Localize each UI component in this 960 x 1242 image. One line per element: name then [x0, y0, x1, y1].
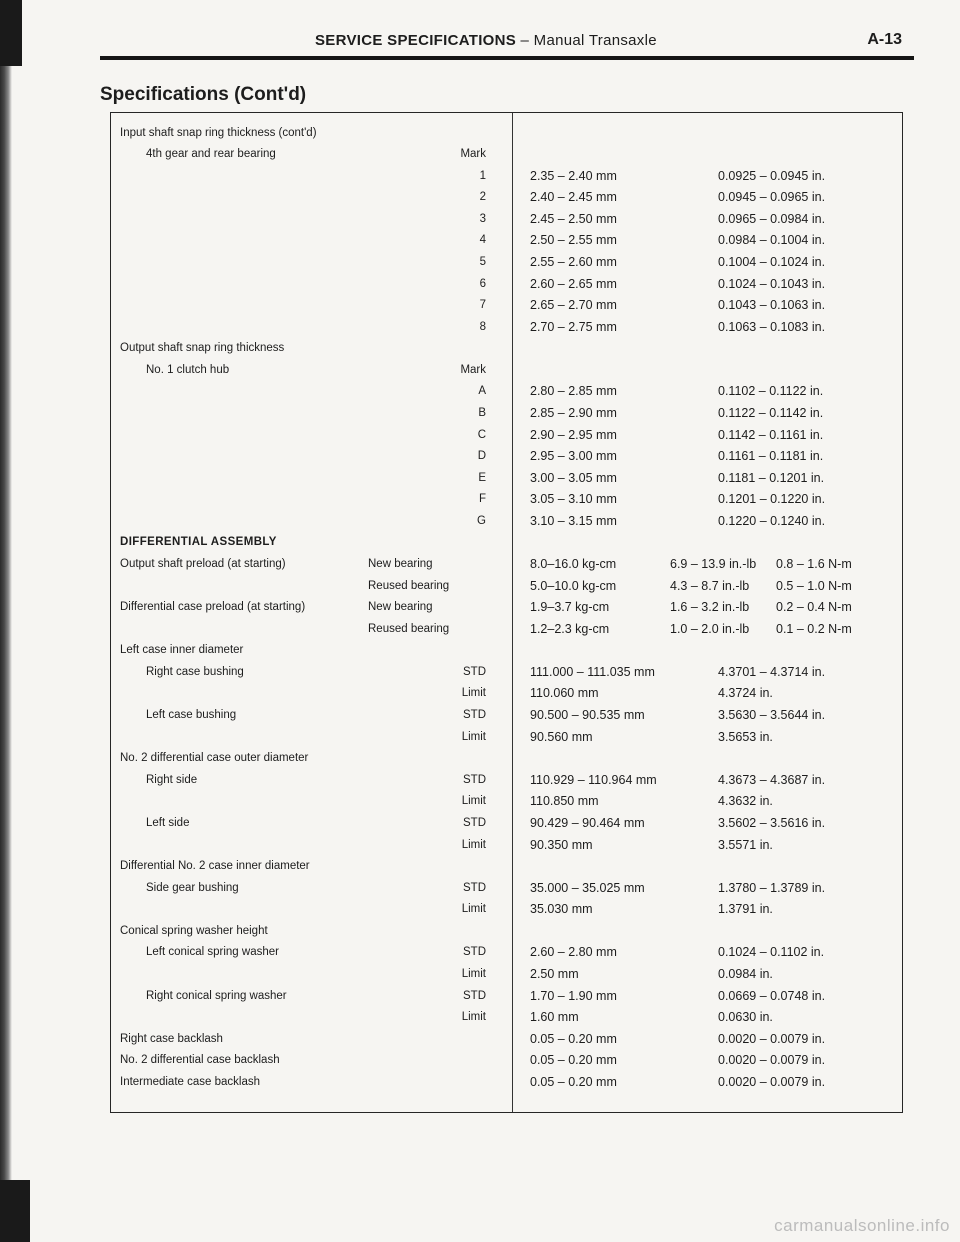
spec-mark: Limit: [461, 687, 486, 699]
spec-label: Right case bushing: [146, 666, 244, 678]
value-metric: 0.05 – 0.20 mm: [530, 1075, 617, 1089]
spec-label: No. 1 clutch hub: [146, 364, 230, 376]
spec-label: Differential case preload (at starting): [120, 601, 306, 613]
spec-label: Intermediate case backlash: [120, 1076, 260, 1088]
value-imperial: 0.0020 – 0.0079 in.: [718, 1053, 826, 1067]
value-metric: 2.35 – 2.40 mm: [530, 169, 617, 183]
value-imperial: 0.1220 – 0.1240 in.: [718, 514, 826, 528]
value-imperial: 0.1043 – 0.1063 in.: [718, 298, 826, 312]
value-imperial: 0.1024 – 0.1102 in.: [718, 945, 825, 959]
value-imperial: 0.0925 – 0.0945 in.: [718, 169, 826, 183]
section-heading: DIFFERENTIAL ASSEMBLY: [120, 536, 277, 548]
value-metric: 8.0–16.0 kg-cm: [530, 557, 617, 571]
value-metric: 0.05 – 0.20 mm: [530, 1053, 617, 1067]
value-metric: 1.2–2.3 kg-cm: [530, 622, 610, 636]
spec-mark: STD: [463, 882, 486, 894]
spec-label: Right side: [146, 774, 198, 786]
value-metric: 3.00 – 3.05 mm: [530, 471, 617, 485]
value-imperial: 0.1142 – 0.1161 in.: [718, 428, 824, 442]
spec-condition: Reused bearing: [368, 623, 450, 635]
value-metric: 110.850 mm: [530, 794, 599, 808]
value-metric: 2.65 – 2.70 mm: [530, 298, 617, 312]
value-imperial: 4.3724 in.: [718, 686, 773, 700]
value-metric: 2.50 mm: [530, 967, 579, 981]
spec-mark: 7: [479, 299, 486, 311]
spec-mark: Limit: [461, 1011, 486, 1023]
value-imperial: 0.0984 – 0.1004 in.: [718, 233, 826, 247]
spec-condition: Reused bearing: [368, 580, 450, 592]
spec-mark: STD: [463, 774, 486, 786]
spec-label: Left case bushing: [146, 709, 237, 721]
spec-mark: Limit: [461, 839, 486, 851]
spec-mark: A: [478, 385, 486, 397]
spec-mark: F: [478, 493, 486, 505]
value-imperial: 3.5571 in.: [718, 838, 773, 852]
spec-mark: 5: [479, 256, 486, 268]
value-metric: 90.350 mm: [530, 838, 593, 852]
value-metric: 2.60 – 2.65 mm: [530, 277, 617, 291]
spec-mark: STD: [463, 990, 486, 1002]
spec-label: Conical spring washer height: [120, 925, 268, 937]
value-metric: 2.60 – 2.80 mm: [530, 945, 617, 959]
value-imperial: 1.6 – 3.2 in.-lb: [670, 600, 750, 614]
value-metric: 90.429 – 90.464 mm: [530, 816, 645, 830]
value-metric: 2.80 – 2.85 mm: [530, 384, 617, 398]
spec-label: Differential No. 2 case inner diameter: [120, 860, 310, 872]
value-metric: 2.95 – 3.00 mm: [530, 449, 617, 463]
value-metric: 90.560 mm: [530, 730, 593, 744]
value-imperial: 3.5602 – 3.5616 in.: [718, 816, 826, 830]
spec-label: Right case backlash: [120, 1033, 223, 1045]
spec-mark: 6: [479, 278, 486, 290]
value-imperial: 4.3701 – 4.3714 in.: [718, 665, 826, 679]
watermark: carmanualsonline.info: [774, 1216, 950, 1235]
spec-mark: 2: [479, 191, 486, 203]
spec-table-divider: [512, 113, 513, 1112]
spec-mark: STD: [463, 709, 486, 721]
value-imperial: 1.0 – 2.0 in.-lb: [670, 622, 750, 636]
spec-mark: STD: [463, 666, 486, 678]
spec-mark: 8: [479, 321, 486, 333]
spec-label: Right conical spring washer: [146, 990, 287, 1002]
spec-label: Output shaft snap ring thickness: [120, 342, 285, 354]
value-metric: 1.60 mm: [530, 1010, 579, 1024]
page-binding-edge: [0, 0, 12, 1242]
header-rule: [100, 56, 914, 60]
value-newton-meter: 0.2 – 0.4 N-m: [776, 600, 852, 614]
spec-label: No. 2 differential case backlash: [120, 1054, 280, 1066]
value-imperial: 0.1024 – 0.1043 in.: [718, 277, 826, 291]
value-metric: 0.05 – 0.20 mm: [530, 1032, 617, 1046]
value-metric: 2.70 – 2.75 mm: [530, 320, 617, 334]
value-imperial: 0.0984 in.: [718, 967, 773, 981]
value-imperial: 0.1161 – 0.1181 in.: [718, 449, 824, 463]
value-imperial: 0.1201 – 0.1220 in.: [718, 492, 826, 506]
value-metric: 2.85 – 2.90 mm: [530, 406, 617, 420]
header-title-rest: – Manual Transaxle: [516, 32, 657, 49]
value-newton-meter: 0.5 – 1.0 N-m: [776, 579, 852, 593]
value-metric: 3.05 – 3.10 mm: [530, 492, 617, 506]
value-imperial: 4.3632 in.: [718, 794, 773, 808]
spec-mark: Limit: [461, 968, 486, 980]
value-metric: 110.060 mm: [530, 686, 599, 700]
spec-label: No. 2 differential case outer diameter: [120, 752, 309, 764]
spec-mark: 3: [479, 213, 486, 225]
spec-mark: Limit: [461, 731, 486, 743]
spec-mark: STD: [463, 817, 486, 829]
value-newton-meter: 0.8 – 1.6 N-m: [776, 557, 852, 571]
spec-mark: B: [478, 407, 486, 419]
value-metric: 2.90 – 2.95 mm: [530, 428, 617, 442]
value-imperial: 0.0020 – 0.0079 in.: [718, 1075, 826, 1089]
header-title: [315, 32, 657, 49]
value-imperial: 0.1063 – 0.1083 in.: [718, 320, 826, 334]
value-metric: 90.500 – 90.535 mm: [530, 708, 645, 722]
value-imperial: 0.0965 – 0.0984 in.: [718, 212, 826, 226]
section-title: Specifications (Cont'd): [100, 84, 307, 105]
spec-mark: 1: [479, 170, 486, 182]
value-metric: 35.000 – 35.025 mm: [530, 881, 645, 895]
value-imperial: 0.1181 – 0.1201 in.: [718, 471, 825, 485]
value-metric: 111.000 – 111.035 mm: [530, 665, 655, 679]
value-metric: 3.10 – 3.15 mm: [530, 514, 617, 528]
value-imperial: 3.5653 in.: [718, 730, 773, 744]
page-number: A-13: [867, 31, 902, 48]
spec-label: Side gear bushing: [146, 882, 239, 894]
spec-condition: New bearing: [368, 558, 433, 570]
value-metric: 1.9–3.7 kg-cm: [530, 600, 610, 614]
page-header: [100, 28, 906, 52]
spec-label: Output shaft preload (at starting): [120, 558, 286, 570]
value-metric: 1.70 – 1.90 mm: [530, 989, 617, 1003]
value-imperial: 0.1102 – 0.1122 in.: [718, 384, 824, 398]
value-metric: 2.55 – 2.60 mm: [530, 255, 617, 269]
value-imperial: 0.0669 – 0.0748 in.: [718, 989, 826, 1003]
value-newton-meter: 0.1 – 0.2 N-m: [776, 622, 852, 636]
value-imperial: 0.1122 – 0.1142 in.: [718, 406, 824, 420]
spec-mark: Mark: [460, 148, 486, 160]
spec-label: Left case inner diameter: [120, 644, 244, 656]
value-metric: 2.50 – 2.55 mm: [530, 233, 617, 247]
value-imperial: 1.3791 in.: [718, 902, 773, 916]
spec-label: Input shaft snap ring thickness (cont'd): [120, 127, 317, 139]
spec-mark: C: [477, 429, 486, 441]
value-metric: 35.030 mm: [530, 902, 593, 916]
value-metric: 2.45 – 2.50 mm: [530, 212, 617, 226]
value-imperial: 3.5630 – 3.5644 in.: [718, 708, 826, 722]
spec-label: Left conical spring washer: [146, 946, 279, 958]
binding-mark-top: [0, 0, 22, 66]
value-metric: 110.929 – 110.964 mm: [530, 773, 657, 787]
spec-mark: D: [477, 450, 486, 462]
spec-mark: Mark: [460, 364, 486, 376]
spec-mark: G: [477, 515, 486, 527]
spec-mark: Limit: [461, 795, 486, 807]
header-title-bold: SERVICE SPECIFICATIONS: [315, 32, 517, 49]
value-imperial: 0.0020 – 0.0079 in.: [718, 1032, 826, 1046]
value-imperial: 4.3 – 8.7 in.-lb: [670, 579, 750, 593]
value-imperial: 0.0945 – 0.0965 in.: [718, 190, 826, 204]
spec-mark: E: [478, 472, 486, 484]
value-imperial: 6.9 – 13.9 in.-lb: [670, 557, 757, 571]
spec-label: 4th gear and rear bearing: [146, 148, 276, 160]
value-imperial: 0.1004 – 0.1024 in.: [718, 255, 826, 269]
spec-mark: STD: [463, 946, 486, 958]
value-imperial: 0.0630 in.: [718, 1010, 773, 1024]
spec-mark: Limit: [461, 903, 486, 915]
binding-mark-bottom: [0, 1180, 30, 1242]
value-metric: 5.0–10.0 kg-cm: [530, 579, 617, 593]
spec-label: Left side: [146, 817, 190, 829]
spec-condition: New bearing: [368, 601, 433, 613]
value-imperial: 1.3780 – 1.3789 in.: [718, 881, 826, 895]
value-metric: 2.40 – 2.45 mm: [530, 190, 617, 204]
value-imperial: 4.3673 – 4.3687 in.: [718, 773, 826, 787]
spec-mark: 4: [479, 234, 486, 246]
